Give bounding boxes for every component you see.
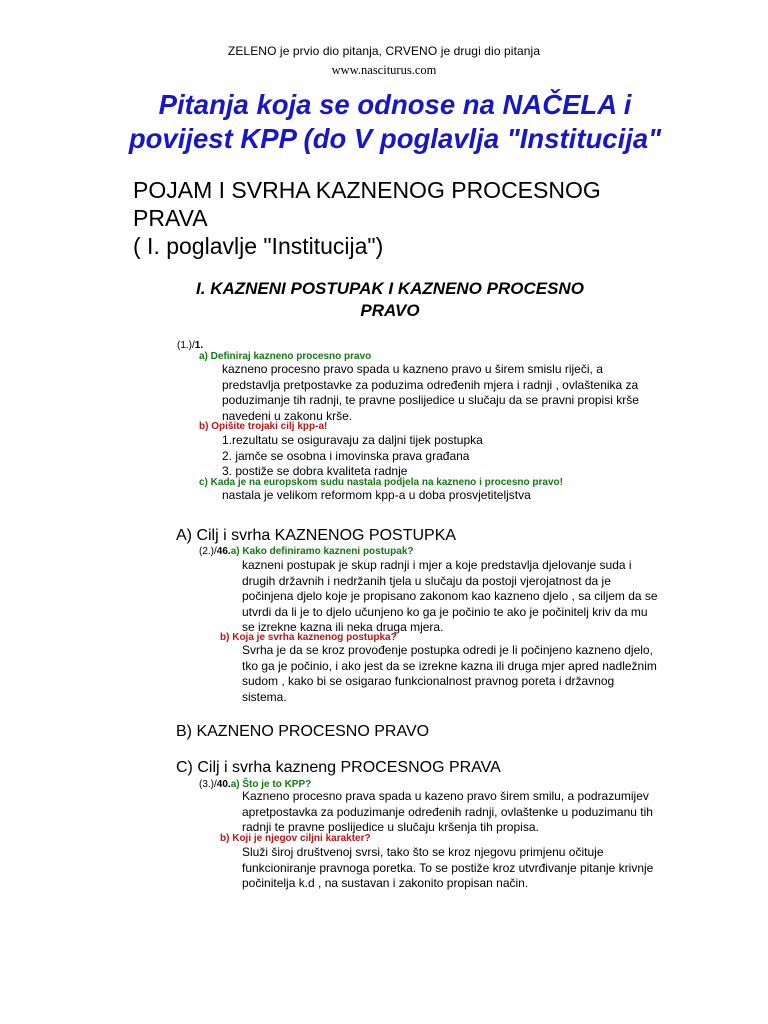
- answer-line: Svrha je da se kroz provođenje postupka odredi je li počinjeno kazneno djelo,: [242, 643, 653, 657]
- answer-line: radnji te pravne poslijedice u slučaju kršenja tih propisa.: [242, 820, 539, 834]
- answer-line: 3. postiže se dobra kvaliteta radnje: [222, 464, 408, 478]
- section-heading-line-1: POJAM I SVRHA KAZNENOG PROCESNOG: [133, 177, 601, 203]
- question-number-prefix: (1.)/: [177, 340, 195, 351]
- website-line: www.nasciturus.com: [331, 63, 437, 77]
- question-number: [199, 545, 414, 558]
- answer-line: se izrekne kazna ili neka druga mjera.: [242, 620, 444, 634]
- answer-block: [242, 643, 657, 705]
- section-heading: [133, 176, 733, 260]
- subsection-heading-a: A) Cilj i svrha KAZNENOG POSTUPKA: [176, 527, 457, 544]
- subsection-heading-b: B) KAZNENO PROCESNO PRAVO: [176, 723, 430, 740]
- answer-line: predstavlja pretpostavke za poduzima određenih mjera i radnji , ovlaštenika za: [222, 377, 639, 392]
- question-part-a: a) Kako definiramo kazneni postupak?: [230, 546, 414, 557]
- page-title: [100, 88, 690, 156]
- question-part-a: a) Definiraj kazneno procesno pravo: [199, 351, 372, 362]
- answer-line: tko ga je počinio, i ako jest da se izrekne kazna ili druga mjer apred nadležnim: [242, 658, 657, 673]
- question-number-prefix: (3.)/: [199, 779, 217, 790]
- page-title-line-1: Pitanja koja se odnose na NAČELA i: [158, 89, 632, 120]
- question-part-b: b) Koja je svrha kaznenog postupka?: [220, 632, 397, 643]
- color-legend-line: ZELENO je prvio dio pitanja, CRVENO je drugi dio pitanja: [227, 44, 541, 58]
- answer-block: [242, 789, 653, 836]
- answer-block: [242, 558, 658, 636]
- answer-line: Kazneno procesno prava spada u kazeno pravo širem smilu, a podrazumijev: [242, 789, 649, 803]
- answer-line: počinitelja k.d , na sustavan i zakonito propisan način.: [242, 876, 529, 890]
- question-number-main: 46.: [216, 546, 231, 557]
- answer-line: funkcioniranje pravnoga poretka. To se postiže kroz utvrđivanje pitanje krivnje: [242, 860, 654, 875]
- answer-line: sudom , kako bi se osigarao funkcionalnost pravnog poreta i državnog: [242, 674, 615, 688]
- answer-line: nastala je velikom reformom kpp-a u doba prosvjetiteljstva: [222, 488, 531, 502]
- answer-block: [222, 362, 639, 424]
- answer-line: drugih državnih i nedržanih tjela u slučaju da postoji vjerojatnost da je: [242, 573, 611, 588]
- answer-line: poduzimanje tih radnji, te pravne poslijedice u slučaju da se pravni propisi krše: [222, 393, 639, 407]
- answer-block: [222, 488, 531, 504]
- answer-line: kazneno procesno pravo spada u kazneno pravo u širem smislu riječi, a: [222, 362, 603, 376]
- answer-line: 2. jamče se osobna i imovinska prava građana: [222, 448, 470, 463]
- question-part-b: b) Koji je njegov ciljni karakter?: [220, 833, 371, 844]
- answer-line: apretpostavka za poduzimanje određenih radnji, ovlaštenke u poduzimanu tih: [242, 804, 653, 819]
- section-heading-line-3: ( I. poglavlje "Institucija"): [133, 233, 384, 259]
- answer-line: kazneni postupak je skup radnji i mjer a koje predstavlja djelovanje suda i: [242, 558, 632, 572]
- chapter-heading-line-2: PRAVO: [360, 301, 420, 320]
- answer-line: navedeni u zakonu krše.: [222, 408, 353, 423]
- answer-line: sistema.: [242, 689, 287, 704]
- answer-line: utvrdi da li je to djelo učunjeno ko ga je počinio te ako je počinitelj kriv da mu: [242, 604, 648, 619]
- page-title-line-2: povijest KPP (do V poglavlja "Institucija": [128, 123, 662, 154]
- question-part-a: a) Što je to KPP?: [230, 779, 312, 790]
- question-part-b: b) Opišite trojaki cilj kpp-a!: [199, 421, 328, 432]
- question-part-c: c) Kada je na europskom sudu nastala podjela na kazneno i procesno pravo!: [199, 477, 563, 488]
- answer-block: [242, 845, 653, 892]
- question-number-prefix: (2.)/: [199, 546, 217, 557]
- section-heading-line-2: PRAVA: [133, 205, 208, 231]
- subsection-heading-c: C) Cilj i svrha kazneng PROCESNOG PRAVA: [176, 759, 501, 776]
- question-number-main: 40.: [216, 779, 231, 790]
- answer-block: [222, 433, 483, 480]
- answer-line: počinjena djelo koje je propisano zakonom kao kazneno djelo , sa ciljem da se: [242, 589, 658, 603]
- answer-line: Služi široj društvenoj svrsi, tako što se kroz njegovu primjenu očituje: [242, 845, 604, 859]
- chapter-heading-line-1: I. KAZNENI POSTUPAK I KAZNENO PROCESNO: [196, 279, 584, 298]
- chapter-heading: [170, 278, 610, 322]
- question-number-main: 1.: [194, 340, 204, 351]
- answer-line: 1.rezultatu se osiguravaju za daljni tijek postupka: [222, 433, 483, 447]
